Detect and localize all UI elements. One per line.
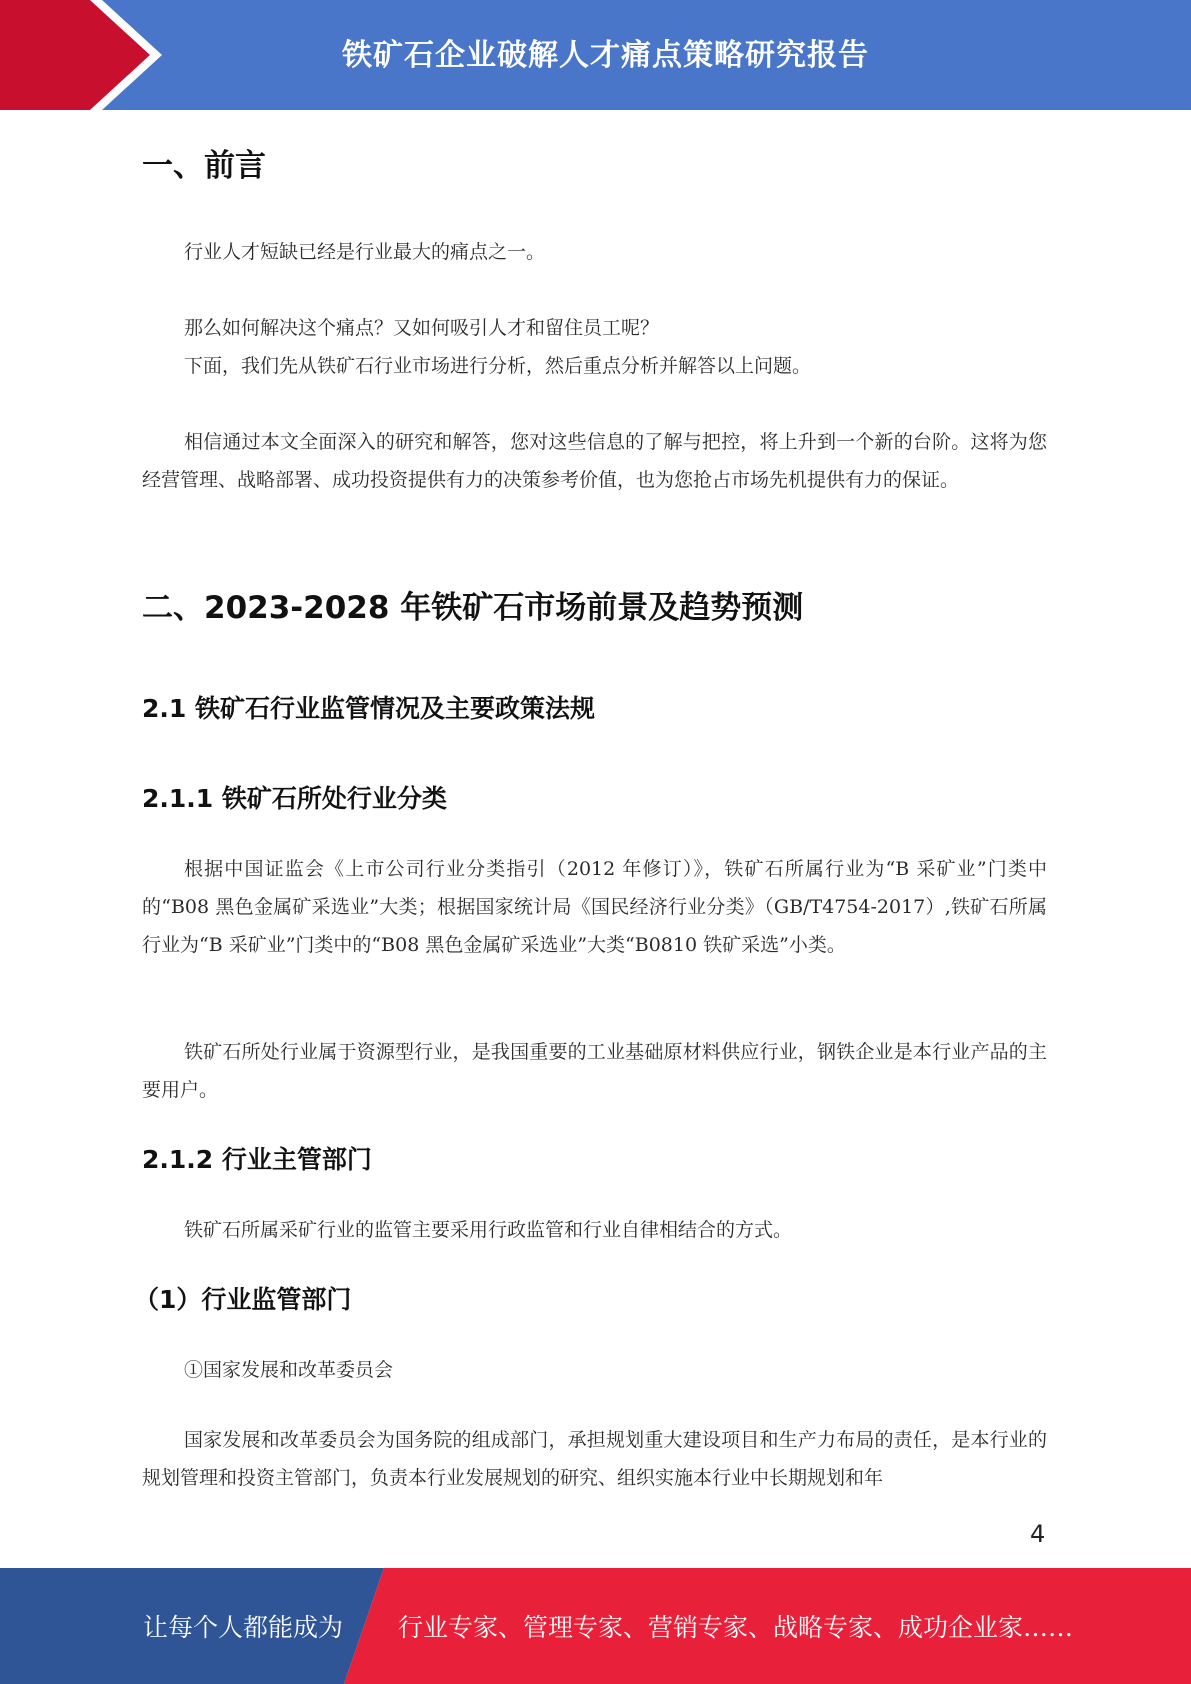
report-footer [0,1568,1191,1684]
paragraph: ①国家发展和改革委员会 [184,1359,394,1381]
paragraph: 铁矿石所属采矿行业的监管主要采用行政监管和行业自律相结合的方式。 [184,1219,793,1241]
report-header [0,0,1191,110]
subsection-heading-2-1-1: 2.1.1 铁矿石所处行业分类 [142,784,447,813]
footer-slogan-left: 让每个人都能成为 [143,1613,344,1642]
subsection-heading-2-1: 2.1 铁矿石行业监管情况及主要政策法规 [142,694,595,723]
subsection-heading-2-1-2: 2.1.2 行业主管部门 [142,1145,372,1174]
paragraph: 根据中国证监会《上市公司行业分类指引（2012 年修订）》，铁矿石所属行业为“B 采矿业”门类中的“B08 黑色金属矿采选业”大类；根据国家统计局《国民经济行业分类》（GB/T4754-2017）,铁矿石所属行业为“B 采矿业”门类中的“B08 黑色金属矿采选业”大类“B0810 铁矿采选”小类。 [142,858,1047,956]
paragraph: 国家发展和改革委员会为国务院的组成部门，承担规划重大建设项目和生产力布局的责任，是本行业的规划管理和投资主管部门，负责本行业发展规划的研究、组织实施本行业中长期规划和年 [142,1429,1047,1489]
paragraph: 相信通过本文全面深入的研究和解答，您对这些信息的了解与把控，将上升到一个新的台阶。这将为您经营管理、战略部署、成功投资提供有力的决策参考价值，也为您抢占市场先机提供有力的保证。 [142,431,1047,491]
paragraph: 铁矿石所处行业属于资源型行业，是我国重要的工业基础原材料供应行业，钢铁企业是本行业产品的主要用户。 [142,1041,1047,1101]
footer-slogan-right: 行业专家、管理专家、营销专家、战略专家、成功企业家…… [398,1613,1074,1642]
section-heading-forecast: 二、2023-2028 年铁矿石市场前景及趋势预测 [142,590,804,626]
subsection-heading-regulators: （1）行业监管部门 [134,1285,352,1314]
paragraph: 那么如何解决这个痛点？又如何吸引人才和留住员工呢？ [184,317,660,339]
report-title: 铁矿石企业破解人才痛点策略研究报告 [342,38,869,73]
section-heading-preface: 一、前言 [142,148,266,184]
paragraph: 下面，我们先从铁矿石行业市场进行分析，然后重点分析并解答以上问题。 [184,355,812,377]
page-number: 4 [1030,1520,1046,1548]
paragraph: 行业人才短缺已经是行业最大的痛点之一。 [184,241,546,263]
